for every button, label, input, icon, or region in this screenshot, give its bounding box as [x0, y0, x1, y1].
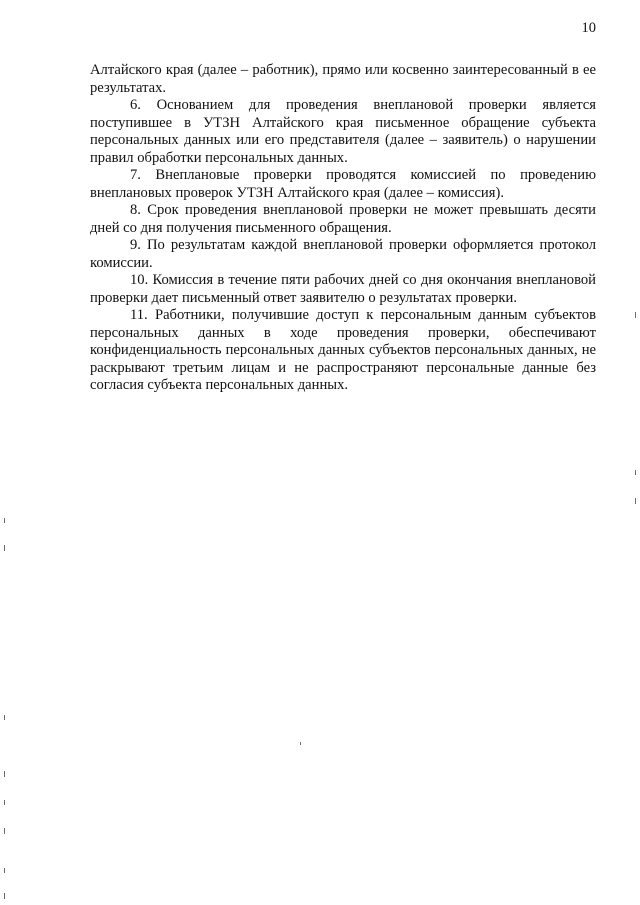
paragraph-8: 8. Срок проведения внеплановой проверки не может превышать десяти дней со дня получения письменного обращения.: [90, 202, 596, 236]
scan-speck: [635, 470, 636, 475]
scan-speck: [4, 828, 5, 834]
document-body: [90, 62, 596, 395]
scan-speck: [635, 498, 636, 504]
page-number: 10: [581, 20, 596, 36]
paragraph-continuation: Алтайского края (далее – работник), прямо или косвенно заинтересованный в ее результатах.: [90, 62, 596, 96]
paragraph-9: 9. По результатам каждой внеплановой проверки оформляется протокол комиссии.: [90, 237, 596, 271]
paragraph-7: 7. Внеплановые проверки проводятся комиссией по проведению внеплановых проверок УТЗН Алтайского края (далее – комиссия).: [90, 167, 596, 201]
paragraph-11: 11. Работники, получившие доступ к персональным данным субъектов персональных данных в ходе проведения проверки, обеспечивают конфиденциальность персональных данных субъектов персональных данных, не раскрывают третьим лицам и не распространяют персональные данные без согласия субъекта персональных данных.: [90, 307, 596, 393]
scan-speck: [4, 868, 5, 873]
scan-speck: [4, 771, 5, 777]
scan-speck: [4, 893, 5, 899]
paragraph-6: 6. Основанием для проведения внеплановой проверки является поступившее в УТЗН Алтайского края письменное обращение субъекта персональных данных или его представителя (далее – заявитель) о нарушении правил обработки персональных данных.: [90, 97, 596, 166]
scan-speck: [4, 800, 5, 805]
scan-speck: [4, 715, 5, 720]
paragraph-10: 10. Комиссия в течение пяти рабочих дней со дня окончания внеплановой проверки дает письменный ответ заявителю о результатах проверки.: [90, 272, 596, 306]
scan-speck: [4, 545, 5, 551]
scan-speck: [4, 518, 5, 523]
scan-speck: [300, 742, 301, 745]
scan-speck: [635, 312, 636, 318]
